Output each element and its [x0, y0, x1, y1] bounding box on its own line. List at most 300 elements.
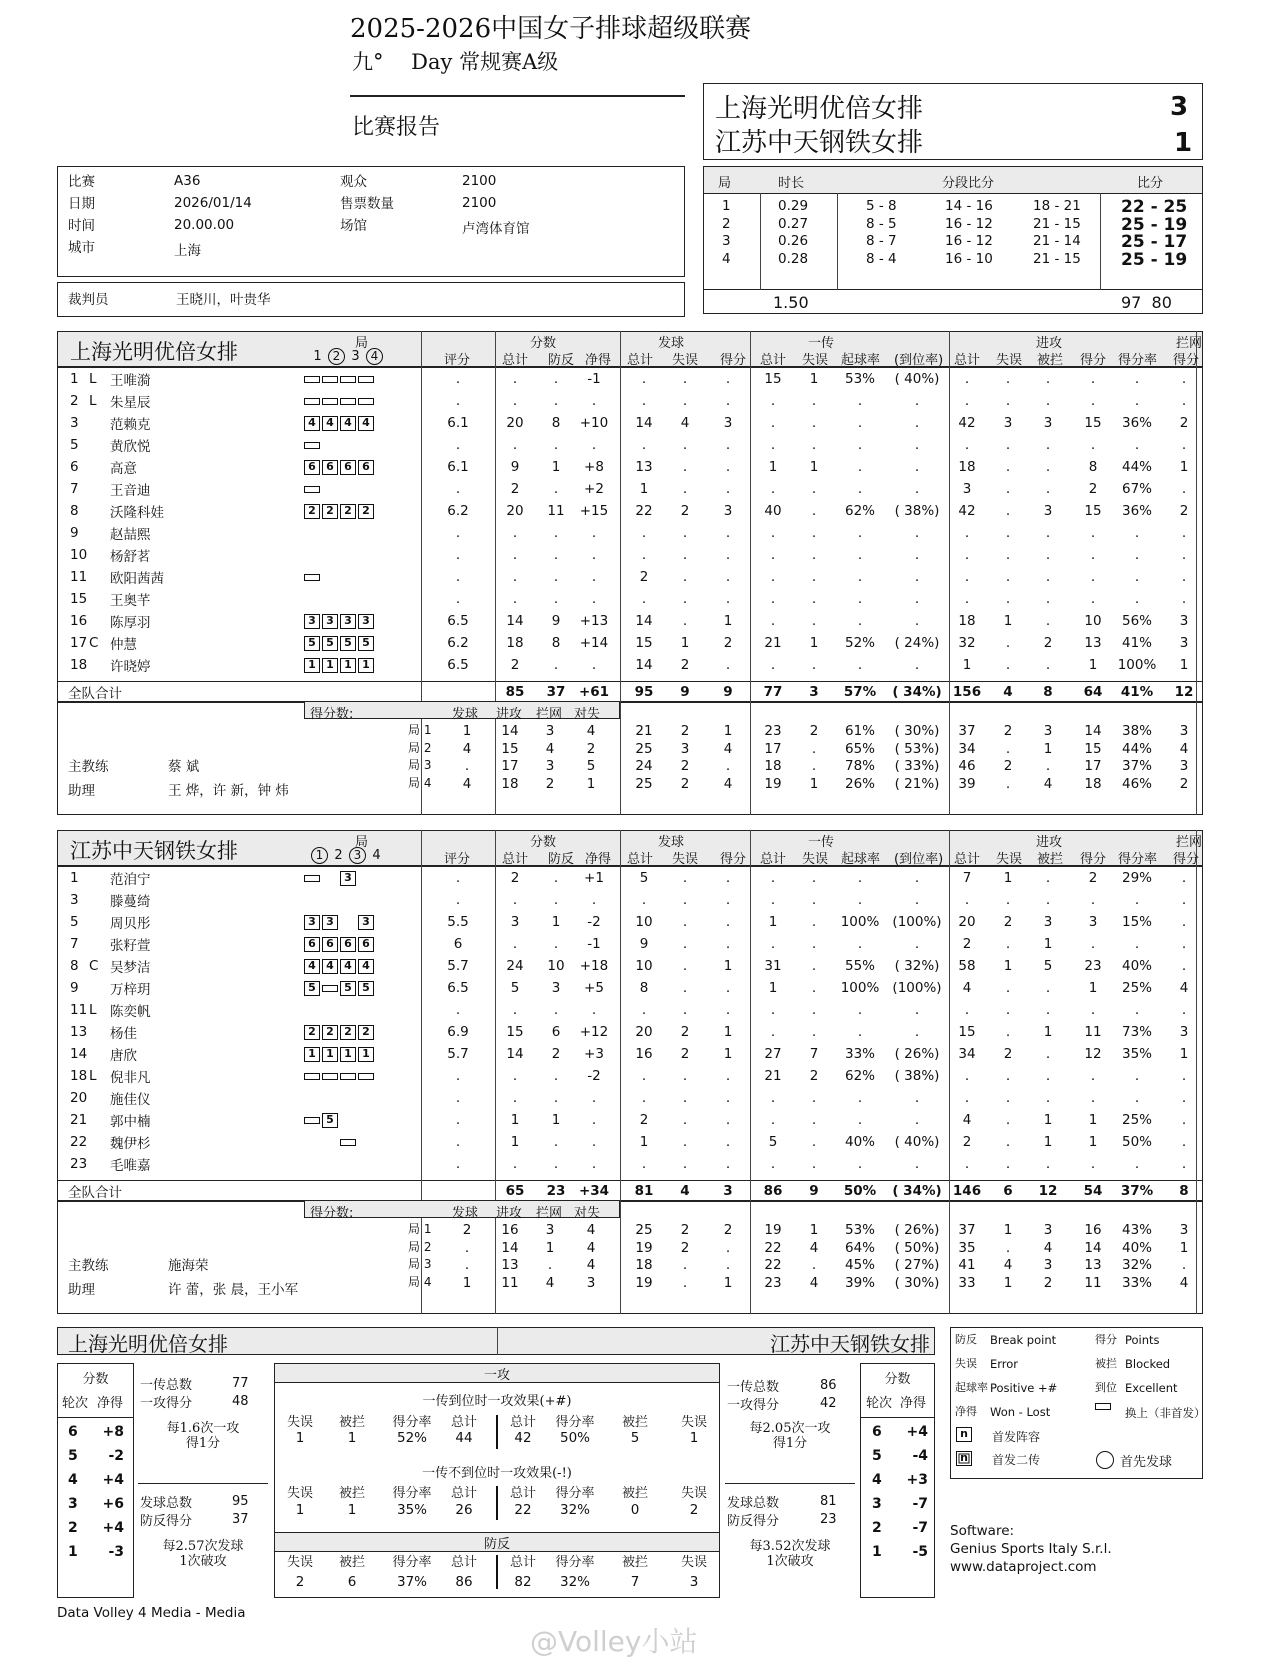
- home-stat-bp: .: [553, 591, 559, 607]
- away-stat-rpos: 40%: [844, 1134, 875, 1150]
- starter-square-icon: 6: [340, 460, 356, 475]
- home-stat-re: .: [811, 547, 817, 563]
- away-score-hdr-opp: 对失: [574, 1206, 601, 1221]
- home-stat-apct: 41%: [1121, 635, 1152, 651]
- attack-col-value: 2: [689, 1502, 699, 1518]
- home-setrow-rt: 17: [764, 740, 782, 757]
- away-setrow-re: .: [811, 1257, 817, 1273]
- home-stat-ae: .: [1005, 393, 1011, 409]
- match-info-label: 城市: [68, 240, 95, 256]
- home-setrow-sp: .: [725, 758, 731, 774]
- home-stat-bk: .: [1181, 481, 1187, 497]
- away-stat-se: .: [682, 870, 688, 886]
- away-stat-re: .: [811, 1156, 817, 1172]
- starter-square-icon: 6: [358, 937, 374, 952]
- away-stat-v: 5.7: [447, 958, 469, 974]
- home-stat-apct: 36%: [1121, 503, 1152, 519]
- away-setrow-op: 4: [586, 1239, 596, 1256]
- away-stat-v: .: [455, 1002, 461, 1018]
- starter-square-icon: 6: [340, 937, 356, 952]
- home-setrow-label: 局 1: [408, 723, 432, 737]
- home-player-sets: [304, 589, 376, 607]
- starter-square-icon: 6: [304, 460, 320, 475]
- home-stat-rexc: ( 40%): [894, 371, 940, 387]
- away-stat-rt: 21: [764, 1068, 782, 1084]
- away-setrow-sp: 1: [723, 1274, 733, 1291]
- starter-square-icon: 6: [304, 937, 320, 952]
- home-stat-at: 32: [958, 635, 976, 651]
- home-hdr-col: 得分: [1080, 353, 1107, 368]
- away-score-hdr-serve: 发球: [452, 1206, 479, 1221]
- away-stat-ap: 1: [1088, 1134, 1098, 1150]
- home-stat-tot: .: [512, 393, 518, 409]
- home-setrow-apct: 38%: [1121, 723, 1152, 739]
- attack-col-value: 1: [347, 1430, 357, 1446]
- home-stat-at: .: [964, 591, 970, 607]
- home-stat-rpos: .: [857, 613, 863, 629]
- home-stat-v: 6.2: [447, 503, 469, 519]
- home-setrow-at: 14: [501, 723, 519, 739]
- starter-square-icon: 5: [358, 981, 374, 996]
- home-stat-se: .: [682, 591, 688, 607]
- attack-col-header: 被拦: [621, 1415, 648, 1430]
- away-stat-v: 5.5: [447, 914, 469, 930]
- report-subtitle: 九° Day 常规赛A级: [352, 50, 559, 74]
- away-stat-ap: 12: [1084, 1046, 1102, 1062]
- referee-box: [57, 282, 685, 317]
- home-setrow-op: 1: [586, 775, 596, 792]
- away-setrow-ap: 13: [1084, 1257, 1102, 1273]
- home-total-apct: 41%: [1120, 684, 1154, 700]
- away-setrow-apct: 40%: [1121, 1239, 1152, 1256]
- away-stat-at: 4: [962, 1112, 972, 1128]
- away-player-sets: [304, 890, 376, 908]
- away-stat-wl: +5: [584, 980, 604, 996]
- away-setrow-ab: 4: [1043, 1239, 1053, 1256]
- software-company: Genius Sports Italy S.r.l.: [950, 1541, 1112, 1557]
- away-srv-total-value: 81: [820, 1494, 837, 1509]
- home-setrow-apct: 37%: [1121, 758, 1152, 774]
- home-stat-rt: 21: [764, 635, 782, 651]
- home-player-number: 6: [70, 459, 79, 475]
- home-setrow-rexc: ( 30%): [894, 723, 940, 739]
- home-stat-ae: .: [1005, 371, 1011, 387]
- away-stat-sp: .: [725, 914, 731, 930]
- home-hdr-col: 净得: [585, 353, 612, 368]
- home-score-hdr-block: 拦网: [536, 707, 563, 722]
- starter-square-icon: 2: [304, 1025, 320, 1040]
- watermark: @Volley小站: [530, 1625, 698, 1658]
- home-stat-rexc: .: [914, 525, 920, 541]
- set-partial-8: 8 - 4: [866, 250, 897, 267]
- away-player-number: 13: [70, 1024, 88, 1040]
- home-setrow-ae: 2: [1003, 758, 1013, 774]
- sub-marker-icon: [304, 1117, 320, 1124]
- away-hdr-col: 失误: [996, 852, 1023, 867]
- home-setrow-re: .: [811, 758, 817, 774]
- home-setrow-re: 2: [809, 723, 819, 739]
- home-team-title: 上海光明优倍女排: [70, 340, 238, 364]
- away-stat-wl: -1: [587, 936, 601, 952]
- home-hdr-group: 发球: [658, 336, 685, 351]
- attack-col-header: 总计: [509, 1555, 536, 1570]
- legend-value: Positive +#: [990, 1381, 1058, 1395]
- home-player-role: L: [89, 371, 97, 387]
- away-setrow-se: .: [682, 1257, 688, 1273]
- away-stat-wl: .: [591, 892, 597, 908]
- attack-col-value: 32%: [559, 1502, 590, 1518]
- attack-col-header: 总计: [450, 1415, 477, 1430]
- home-stat-ae: .: [1005, 657, 1011, 673]
- home-rot-h1: 轮次: [62, 1396, 89, 1411]
- away-hdr-col: 失误: [672, 852, 699, 867]
- match-info-label: 时间: [68, 218, 95, 234]
- starter-square-icon: 5: [358, 636, 374, 651]
- away-stat-apct: .: [1134, 936, 1140, 952]
- home-hdr-col: 总计: [954, 353, 981, 368]
- away-stat-sp: .: [725, 870, 731, 886]
- away-stat-v: .: [455, 1156, 461, 1172]
- home-setrow-rt: 18: [764, 758, 782, 774]
- starter-square-icon: 4: [322, 959, 338, 974]
- set-number: 2: [722, 215, 731, 232]
- away-setrow-att: 37: [958, 1222, 976, 1238]
- software-url: www.dataproject.com: [950, 1559, 1097, 1575]
- home-stat-ae: 3: [1003, 415, 1013, 431]
- away-stat-apct: .: [1134, 892, 1140, 908]
- home-stat-v: 6.2: [447, 635, 469, 651]
- away-stat-sp: 1: [723, 1024, 733, 1040]
- away-stat-rt: .: [770, 1090, 776, 1106]
- away-stat-rexc: (100%): [892, 914, 942, 930]
- away-stat-st: .: [641, 1068, 647, 1084]
- home-hdr-col: 总计: [760, 353, 787, 368]
- starter-square-icon: 2: [304, 504, 320, 519]
- set-score: 25 - 19: [1121, 249, 1188, 270]
- sub-marker-icon: [304, 875, 320, 882]
- away-score-hdr-block: 拦网: [536, 1206, 563, 1221]
- home-stat-sp: .: [725, 371, 731, 387]
- away-stat-ae: .: [1005, 1068, 1011, 1084]
- away-stat-wl: -2: [587, 914, 601, 930]
- home-setrow-rt: 19: [764, 775, 782, 792]
- home-stat-re: .: [811, 415, 817, 431]
- sub-marker-icon: [322, 376, 338, 383]
- home-stat-st: .: [641, 525, 647, 541]
- home-stat-ae: 1: [1003, 613, 1013, 629]
- starter-square-icon: 1: [358, 1047, 374, 1062]
- away-rec-note2: 得1分: [772, 1436, 808, 1451]
- away-assist: 许 蕾，张 晨，王小军: [168, 1282, 299, 1298]
- away-setrow-ae: 1: [1003, 1222, 1013, 1238]
- rotation-value: -4: [912, 1448, 928, 1464]
- away-stat-bp: .: [553, 1002, 559, 1018]
- home-setrow-op: 4: [586, 723, 596, 739]
- away-setrow-ab: 3: [1043, 1257, 1053, 1273]
- home-stat-bk: .: [1181, 525, 1187, 541]
- home-stat-rpos: .: [857, 657, 863, 673]
- set-number: 1: [722, 198, 731, 214]
- away-stat-bp: .: [553, 1068, 559, 1084]
- home-stat-sp: 1: [723, 613, 733, 629]
- home-player-name: 赵喆熙: [110, 527, 151, 543]
- away-total-apct: 37%: [1120, 1183, 1154, 1199]
- home-stat-bk: 3: [1179, 635, 1189, 651]
- home-stat-bk: .: [1181, 547, 1187, 563]
- home-stat-tot: .: [512, 569, 518, 585]
- away-rec-note1: 每2.05次一攻: [749, 1421, 831, 1436]
- home-setrow-sv: 4: [462, 740, 472, 757]
- home-stat-at: 1: [962, 657, 972, 673]
- home-stat-apct: .: [1134, 591, 1140, 607]
- away-setrow-re: 1: [809, 1222, 819, 1238]
- away-stat-ab: .: [1045, 980, 1051, 996]
- away-total-at: 146: [952, 1183, 982, 1199]
- home-stat-apct: .: [1134, 569, 1140, 585]
- home-total-bp: 37: [546, 684, 566, 700]
- away-stat-at: 15: [958, 1024, 976, 1040]
- away-stat-st: .: [641, 1156, 647, 1172]
- sub-marker-icon: [322, 1073, 338, 1080]
- attack-col-header: 被拦: [621, 1555, 648, 1570]
- away-total-rpos: 50%: [843, 1183, 877, 1199]
- home-stat-apct: .: [1134, 437, 1140, 453]
- away-stat-sp: .: [725, 892, 731, 908]
- home-player-name: 许晓婷: [110, 659, 151, 675]
- away-stat-re: .: [811, 1024, 817, 1040]
- set-partial-21: 18 - 21: [1033, 198, 1081, 214]
- away-setrow-ap: 11: [1084, 1274, 1102, 1291]
- home-hdr-group: 分数: [530, 336, 557, 351]
- away-hdr-col: 总计: [954, 852, 981, 867]
- away-stat-bp: .: [553, 936, 559, 952]
- away-player-role: L: [89, 1002, 97, 1018]
- home-stat-re: .: [811, 481, 817, 497]
- home-stat-se: 2: [680, 657, 690, 673]
- away-stat-tot: .: [512, 892, 518, 908]
- rotation-value: +3: [906, 1472, 928, 1488]
- away-stat-tot: .: [512, 1090, 518, 1106]
- setter-square-icon: n: [956, 1451, 972, 1466]
- home-player-name: 杨舒茗: [110, 549, 151, 565]
- rotation-number: 4: [872, 1472, 882, 1488]
- away-player-number: 3: [70, 892, 79, 908]
- away-player-number: 5: [70, 914, 79, 930]
- away-hdr-col: 净得: [585, 852, 612, 867]
- rotation-value: -2: [108, 1448, 124, 1464]
- home-stat-rt: .: [770, 657, 776, 673]
- sub-marker-icon: [358, 1073, 374, 1080]
- home-setrow-ab: 1: [1043, 740, 1053, 757]
- home-stat-ab: 2: [1043, 635, 1053, 651]
- home-stat-bk: 1: [1179, 459, 1189, 475]
- attack-col-header: 被拦: [338, 1486, 365, 1501]
- away-setrow-bk: 3: [545, 1222, 555, 1238]
- away-stat-apct: 40%: [1121, 958, 1152, 974]
- away-setrow-bk: 1: [545, 1239, 555, 1256]
- away-stat-v: 5.7: [447, 1046, 469, 1062]
- away-stat-re: .: [811, 1134, 817, 1150]
- sub-marker-icon: [322, 398, 338, 405]
- sets-col-partials: 分段比分: [942, 176, 995, 191]
- home-player-name: 高意: [110, 461, 137, 477]
- away-stat-apct: 50%: [1121, 1134, 1152, 1150]
- home-stat-bp: .: [553, 481, 559, 497]
- away-stat-apct: 25%: [1121, 1112, 1152, 1128]
- home-stat-tot: 20: [506, 415, 524, 431]
- home-stat-rpos: 52%: [844, 635, 875, 651]
- away-player-name: 万梓玥: [110, 982, 151, 998]
- away-setrow-sv: 1: [462, 1274, 472, 1291]
- away-setrow-rpos: 64%: [844, 1239, 875, 1256]
- home-stat-re: .: [811, 657, 817, 673]
- away-stat-rexc: ( 32%): [894, 958, 940, 974]
- away-stat-at: .: [964, 1002, 970, 1018]
- bottom-away-name: 江苏中天钢铁女排: [770, 1332, 930, 1356]
- away-stat-st: .: [641, 892, 647, 908]
- away-setrow-att: 33: [958, 1274, 976, 1291]
- away-stat-ab: 3: [1043, 914, 1053, 930]
- home-stat-wl: +8: [584, 459, 604, 475]
- away-setrow-rexc: ( 30%): [894, 1274, 940, 1291]
- legend-value: Won - Lost: [990, 1405, 1051, 1419]
- home-stat-se: .: [682, 547, 688, 563]
- starter-square-icon: 2: [358, 504, 374, 519]
- home-stat-ae: .: [1005, 547, 1011, 563]
- home-stat-rt: .: [770, 613, 776, 629]
- away-stat-apct: 15%: [1121, 914, 1152, 930]
- set-partial-21: 21 - 15: [1033, 250, 1081, 267]
- home-setrow-se: 2: [680, 723, 690, 739]
- starter-square-icon: 3: [322, 915, 338, 930]
- sub-marker-icon: [340, 1073, 356, 1080]
- away-stat-wl: +18: [579, 958, 609, 974]
- away-player-role: C: [89, 958, 99, 974]
- home-setrow-bk: 3: [545, 758, 555, 774]
- home-assist-label: 助理: [68, 783, 95, 799]
- set-duration: 0.27: [778, 215, 809, 232]
- home-stat-re: 1: [809, 459, 819, 475]
- match-info-value: A36: [174, 173, 201, 189]
- home-setrow-sv: 4: [462, 775, 472, 792]
- starter-square-icon: 3: [358, 915, 374, 930]
- home-stat-ab: .: [1045, 613, 1051, 629]
- attack-col-value: 37%: [396, 1574, 427, 1590]
- home-stat-ap: 10: [1084, 613, 1102, 629]
- away-total-se: 4: [680, 1183, 690, 1199]
- away-player-number: 18: [70, 1068, 88, 1084]
- home-stat-ab: .: [1045, 459, 1051, 475]
- rotation-number: 6: [68, 1424, 78, 1440]
- legend-value: Error: [990, 1357, 1019, 1371]
- attack-col-header: 得分率: [555, 1486, 595, 1501]
- rotation-value: +6: [102, 1496, 124, 1512]
- starter-square-icon: 2: [322, 1025, 338, 1040]
- home-stat-bp: 8: [551, 415, 561, 431]
- away-setrow-st: 19: [635, 1274, 653, 1291]
- home-stat-apct: 44%: [1121, 459, 1152, 475]
- home-stat-rpos: .: [857, 415, 863, 431]
- home-stat-ab: 3: [1043, 415, 1053, 431]
- home-player-number: 7: [70, 481, 79, 497]
- attack-col-header: 总计: [509, 1415, 536, 1430]
- away-setrow-op: 4: [586, 1257, 596, 1273]
- set-score: 25 - 19: [1121, 214, 1188, 235]
- away-coach-label: 主教练: [68, 1258, 109, 1274]
- home-stat-ae: .: [1005, 635, 1011, 651]
- away-stat-rpos: 100%: [840, 914, 880, 930]
- away-stat-st: 10: [635, 958, 653, 974]
- home-stat-sp: .: [725, 393, 731, 409]
- home-stat-bk: 3: [1179, 613, 1189, 629]
- home-stat-bk: .: [1181, 437, 1187, 453]
- away-player-sets: [304, 956, 376, 974]
- away-setrow-bk: 4: [545, 1274, 555, 1291]
- away-setrow-sp: 2: [723, 1222, 733, 1238]
- away-setrow-at: 11: [501, 1274, 519, 1291]
- home-stat-se: .: [682, 525, 688, 541]
- home-hdr-group: 进攻: [1036, 336, 1063, 351]
- away-stat-ae: .: [1005, 936, 1011, 952]
- home-stat-sp: .: [725, 459, 731, 475]
- home-setrow-se: 3: [680, 740, 690, 757]
- away-stat-v: .: [455, 892, 461, 908]
- home-stat-st: .: [641, 437, 647, 453]
- home-stat-at: .: [964, 569, 970, 585]
- starter-square-icon: 3: [304, 614, 320, 629]
- away-stat-rexc: .: [914, 1156, 920, 1172]
- starter-square-icon: 3: [322, 614, 338, 629]
- attack-col-header: 得分率: [555, 1555, 595, 1570]
- away-stat-ae: .: [1005, 1112, 1011, 1128]
- home-stat-rt: .: [770, 591, 776, 607]
- home-stat-se: .: [682, 371, 688, 387]
- home-stat-re: .: [811, 569, 817, 585]
- home-setrow-at: 17: [501, 758, 519, 774]
- home-total-rpos: 57%: [843, 684, 877, 700]
- home-stat-bp: .: [553, 525, 559, 541]
- rotation-number: 5: [68, 1448, 78, 1464]
- home-rec-points-label: 一攻得分: [140, 1396, 193, 1411]
- defense-title: 防反: [483, 1537, 510, 1552]
- home-score-hdr-serve: 发球: [452, 707, 479, 722]
- starter-square-icon: 1: [340, 1047, 356, 1062]
- home-hdr-col: 失误: [996, 353, 1023, 368]
- away-hdr-col: 得分: [720, 852, 747, 867]
- away-stat-bk: 1: [1179, 1046, 1189, 1062]
- away-stat-apct: .: [1134, 1002, 1140, 1018]
- home-score-hdr-attack: 进攻: [496, 707, 523, 722]
- home-setrow-bk: 3: [545, 723, 555, 739]
- starter-square-icon: 4: [304, 416, 320, 431]
- home-setrow-ab: .: [1045, 758, 1051, 774]
- home-stat-se: .: [682, 393, 688, 409]
- set-partial-21: 21 - 15: [1033, 215, 1081, 232]
- away-total-ab: 12: [1038, 1183, 1058, 1199]
- home-stat-at: 3: [962, 481, 972, 497]
- home-stat-st: .: [641, 371, 647, 387]
- away-player-name: 郭中楠: [110, 1114, 151, 1130]
- away-player-name: 吴梦洁: [110, 960, 151, 976]
- match-info-value: 2026/01/14: [174, 195, 252, 211]
- away-stat-ap: 2: [1088, 870, 1098, 886]
- home-setrow-ap: 14: [1084, 723, 1102, 739]
- legend-value: Points: [1125, 1333, 1160, 1347]
- away-setrow-ab: 2: [1043, 1274, 1053, 1291]
- home-team-name: 上海光明优倍女排: [715, 94, 924, 124]
- away-hdr-col: 得分率: [1118, 852, 1158, 867]
- away-player-number: 23: [70, 1156, 88, 1172]
